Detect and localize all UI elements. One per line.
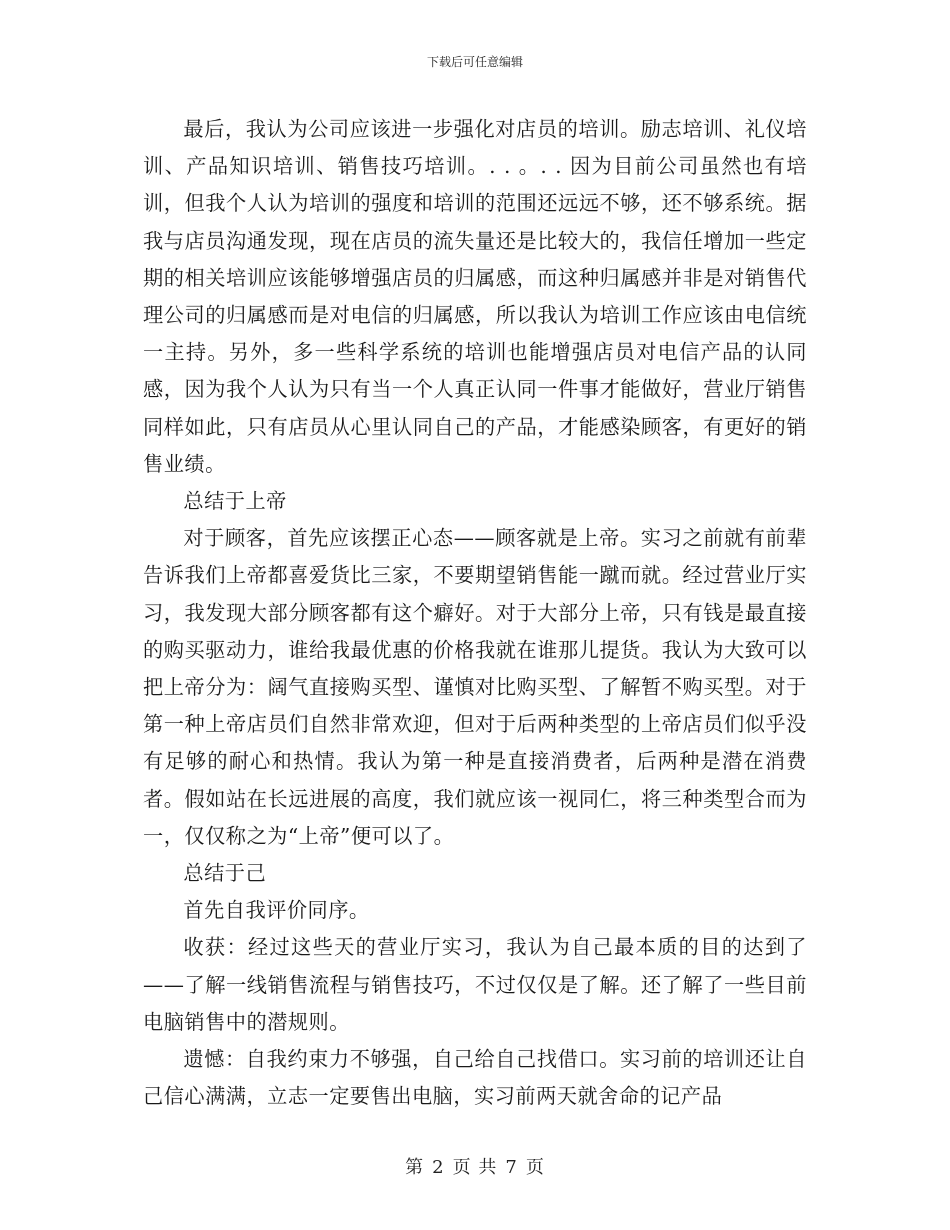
paragraph-training: 最后，我认为公司应该进一步强化对店员的培训。励志培训、礼仪培训、产品知识培训、销售技巧培训。. . 。. . 因为目前公司虽然也有培训，但我个人认为培训的强度和培训的范围还远远不够，还不够系统。据我与店员沟通发现，现在店员的流失量还是比较大的，我信任增加一些定期的相关培训应该能够增强店员的归属感，而这种归属感并非是对销售代理公司的归属感而是对电信的归属感，所以我认为培训工作应该由电信统一主持。另外，多一些科学系统的培训也能增强店员对电信产品的认同感，因为我个人认为只有当一个人真正认同一件事才能做好，营业厅销售同样如此，只有店员从心里认同自己的产品，才能感染顾客，有更好的销售业绩。 bbox=[143, 117, 807, 476]
section-heading-self: 总结于己 bbox=[183, 861, 267, 886]
page-footer-prefix: 第 bbox=[405, 1157, 425, 1178]
page-footer-suffix: 页 bbox=[525, 1157, 545, 1178]
page-header: 下载后可任意编辑 bbox=[426, 55, 523, 69]
current-page-number: 2 bbox=[432, 1157, 445, 1178]
document-body bbox=[143, 111, 807, 1115]
total-page-number: 7 bbox=[505, 1157, 518, 1178]
paragraph-gains: 收获：经过这些天的营业厅实习，我认为自己最本质的目的达到了——了解一线销售流程与销售技巧，不过仅仅是了解。还了解了一些目前电脑销售中的潜规则。 bbox=[143, 935, 807, 1034]
page-footer-middle: 页 共 bbox=[452, 1157, 498, 1178]
paragraph-self-evaluation: 首先自我评价同序。 bbox=[183, 898, 370, 923]
page-footer bbox=[0, 1153, 950, 1179]
paragraph-customers: 对于顾客，首先应该摆正心态——顾客就是上帝。实习之前就有前辈告诉我们上帝都喜爱货比三家，不要期望销售能一蹴而就。经过营业厅实习，我发现大部分顾客都有这个癖好。对于大部分上帝，只有钱是最直接的购买驱动力，谁给我最优惠的价格我就在谁那儿提货。我认为大致可以把上帝分为：阔气直接购买型、谨慎对比购买型、了解暂不购买型。对于第一种上帝店员们自然非常欢迎，但对于后两种类型的上帝店员们似乎没有足够的耐心和热情。我认为第一种是直接消费者，后两种是潜在消费者。假如站在长远进展的高度，我们就应该一视同仁，将三种类型合而为一，仅仅称之为“上帝”便可以了。 bbox=[143, 526, 807, 848]
paragraph-regrets: 遗憾：自我约束力不够强，自己给自己找借口。实习前的培训还让自己信心满满，立志一定要售出电脑，实习前两天就舍命的记产品 bbox=[143, 1047, 807, 1109]
section-heading-customers: 总结于上帝 bbox=[183, 489, 287, 514]
